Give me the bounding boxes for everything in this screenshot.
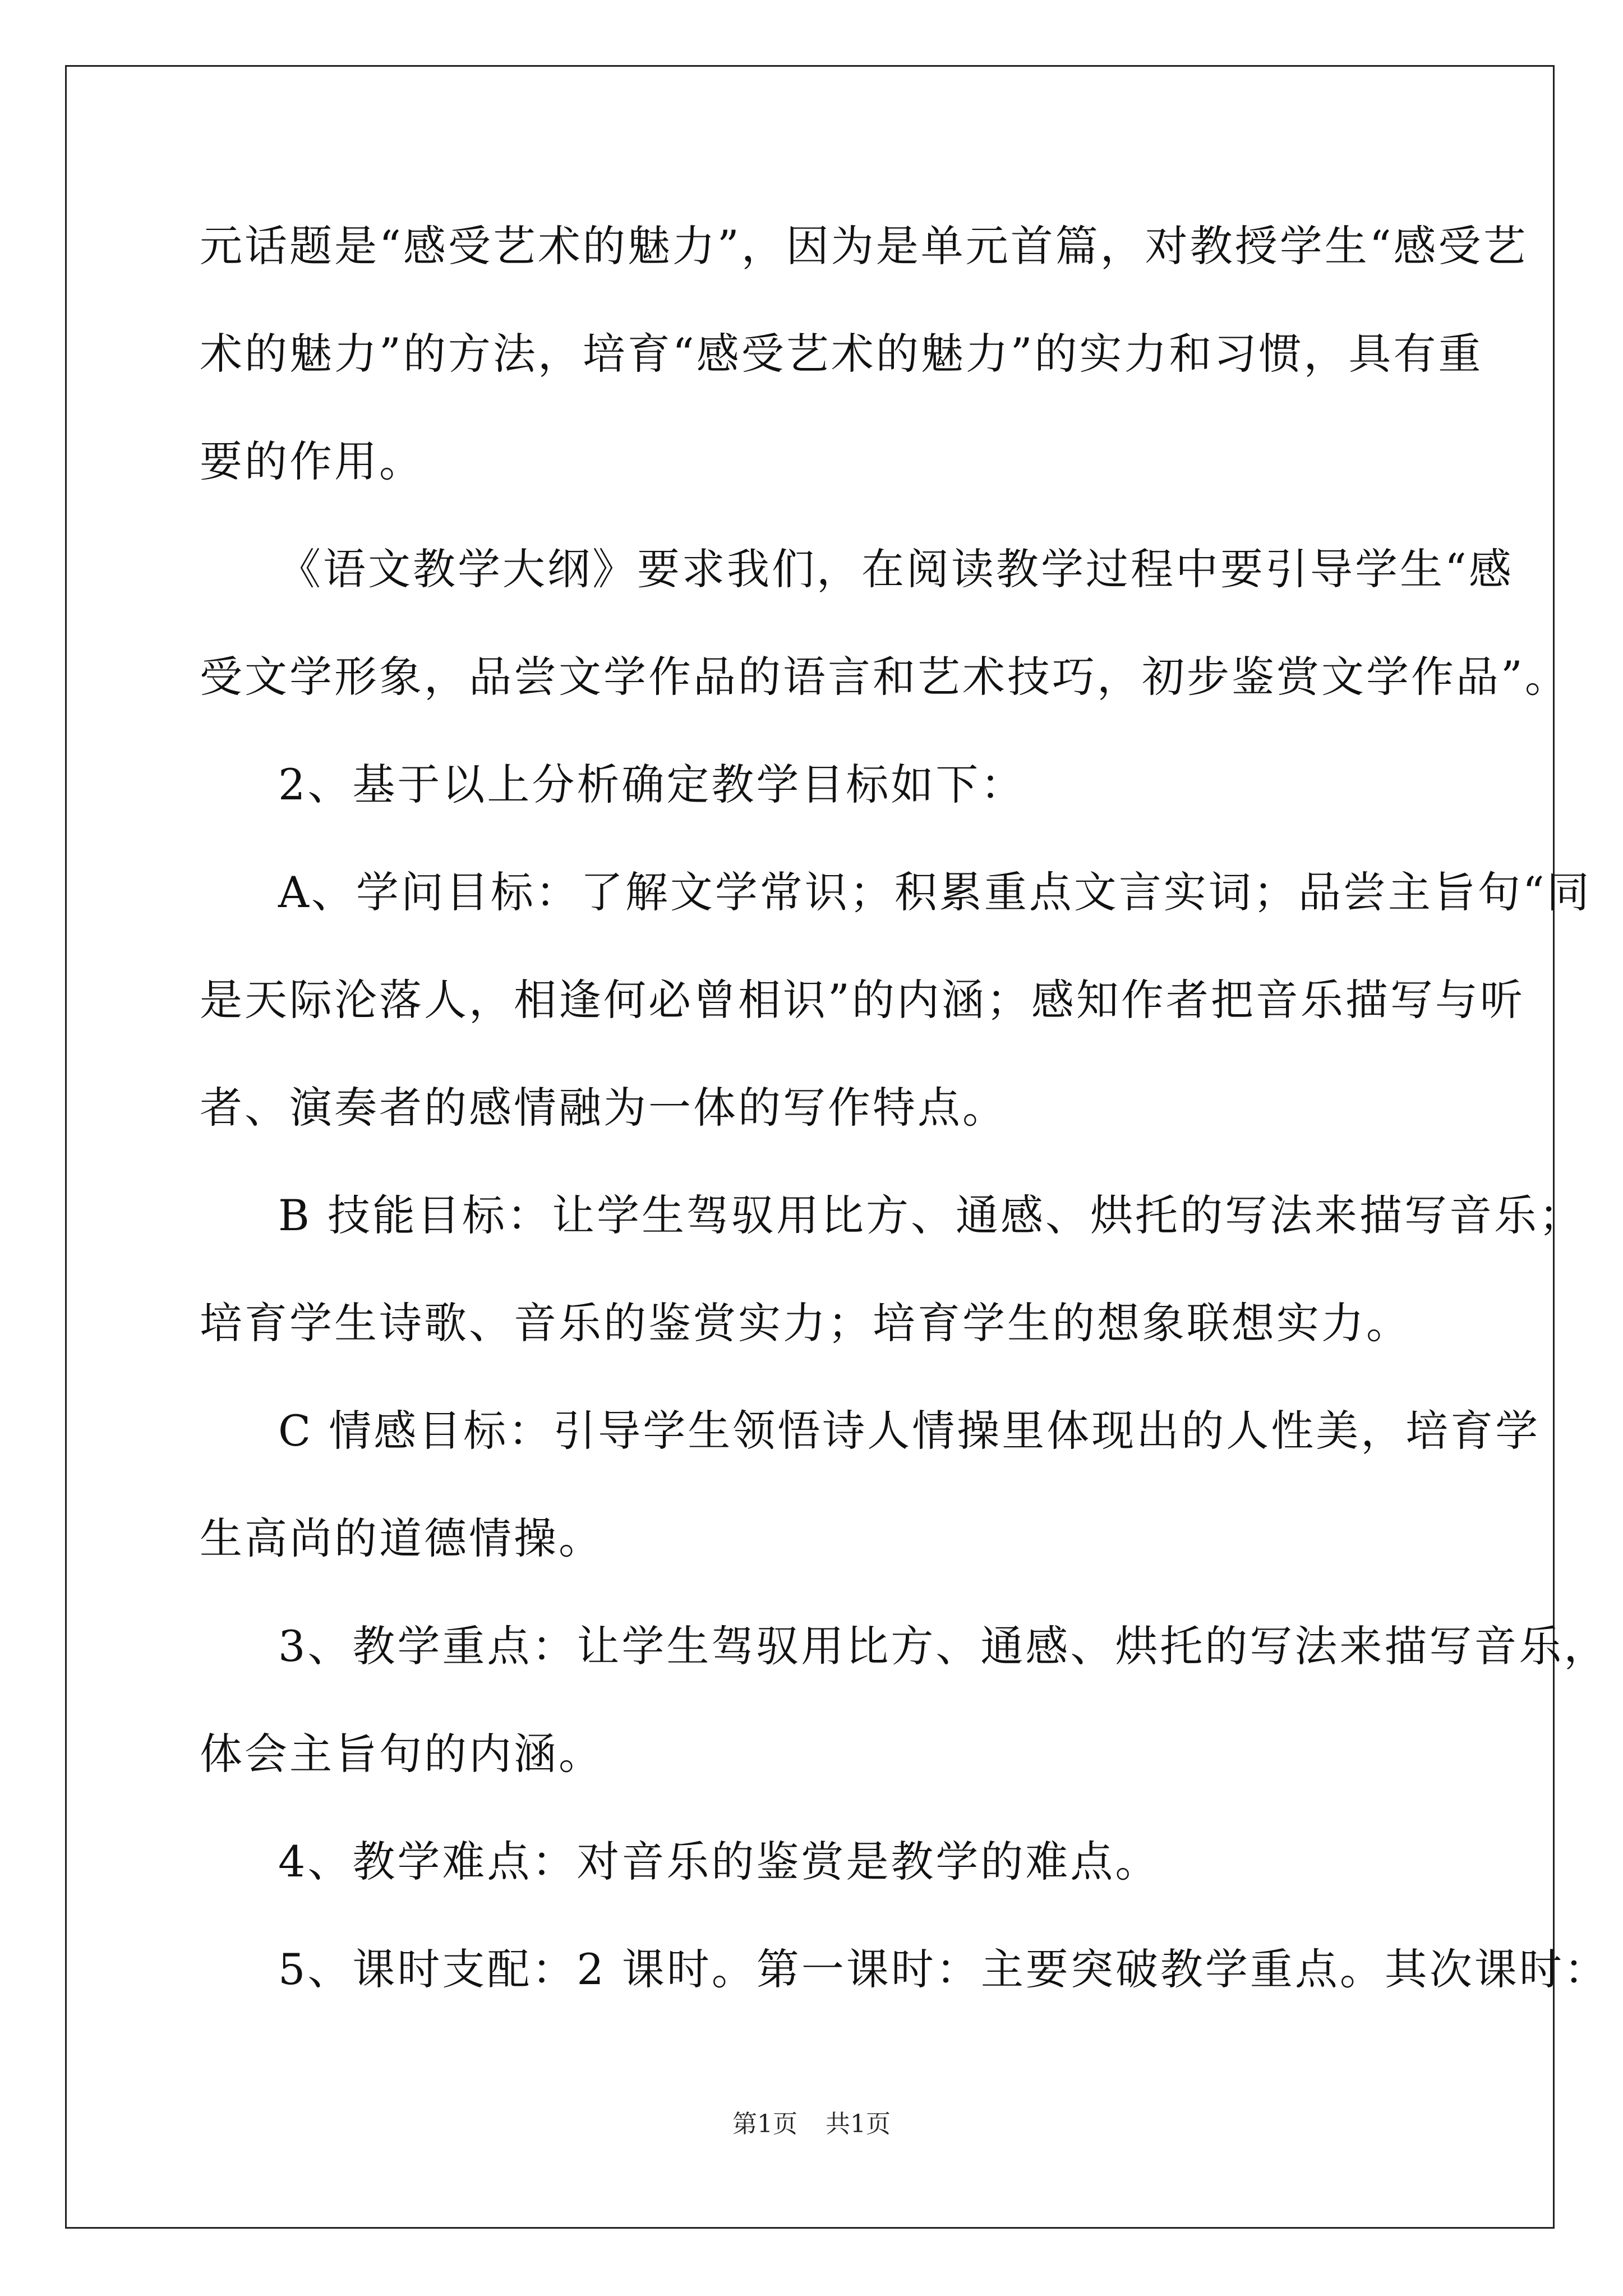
page-number: 第1页 — [732, 2110, 797, 2138]
paragraph-start-line: 3、教学重点：让学生驾驭用比方、通感、烘托的写法来描写音乐， — [278, 1621, 1609, 1671]
paragraph-start-line: 4、教学难点：对音乐的鉴赏是教学的难点。 — [278, 1837, 1160, 1887]
page-border — [65, 65, 1555, 2229]
text-line: 培育学生诗歌、音乐的鉴赏实力；培育学生的想象联想实力。 — [200, 1298, 1411, 1348]
paragraph-start-line: A、学问目标：了解文学常识；积累重点文言实词；品尝主旨句“同 — [278, 867, 1592, 917]
text-line: 者、演奏者的感情融为一体的写作特点。 — [200, 1083, 1007, 1133]
paragraph-start-line: 5、课时支配：2 课时。第一课时：主要突破教学重点。其次课时： — [278, 1944, 1609, 1994]
text-line: 生高尚的道德情操。 — [200, 1513, 603, 1563]
page-footer — [0, 2104, 1623, 2139]
text-line: 元话题是“感受艺术的魅力”，因为是单元首篇，对教授学生“感受艺 — [200, 221, 1528, 271]
total-pages: 共1页 — [826, 2110, 891, 2138]
paragraph-start-line: 2、基于以上分析确定教学目标如下： — [278, 760, 1026, 809]
paragraph-start-line: B 技能目标：让学生驾驭用比方、通感、烘托的写法来描写音乐； — [278, 1190, 1584, 1240]
paragraph-start-line: 《语文教学大纲》要求我们，在阅读教学过程中要引导学生“感 — [278, 544, 1514, 594]
paragraph-start-line: C 情感目标：引导学生领悟诗人情操里体现出的人性美，培育学 — [278, 1406, 1541, 1456]
text-line: 是天际沦落人，相逢何必曾相识”的内涵；感知作者把音乐描写与听 — [200, 975, 1525, 1025]
text-line: 受文学形象，品尝文学作品的语言和艺术技巧，初步鉴赏文学作品”。 — [200, 652, 1570, 702]
text-line: 体会主旨句的内涵。 — [200, 1729, 603, 1779]
text-line: 要的作用。 — [200, 436, 424, 486]
text-line: 术的魅力”的方法，培育“感受艺术的魅力”的实力和习惯，具有重 — [200, 329, 1483, 379]
